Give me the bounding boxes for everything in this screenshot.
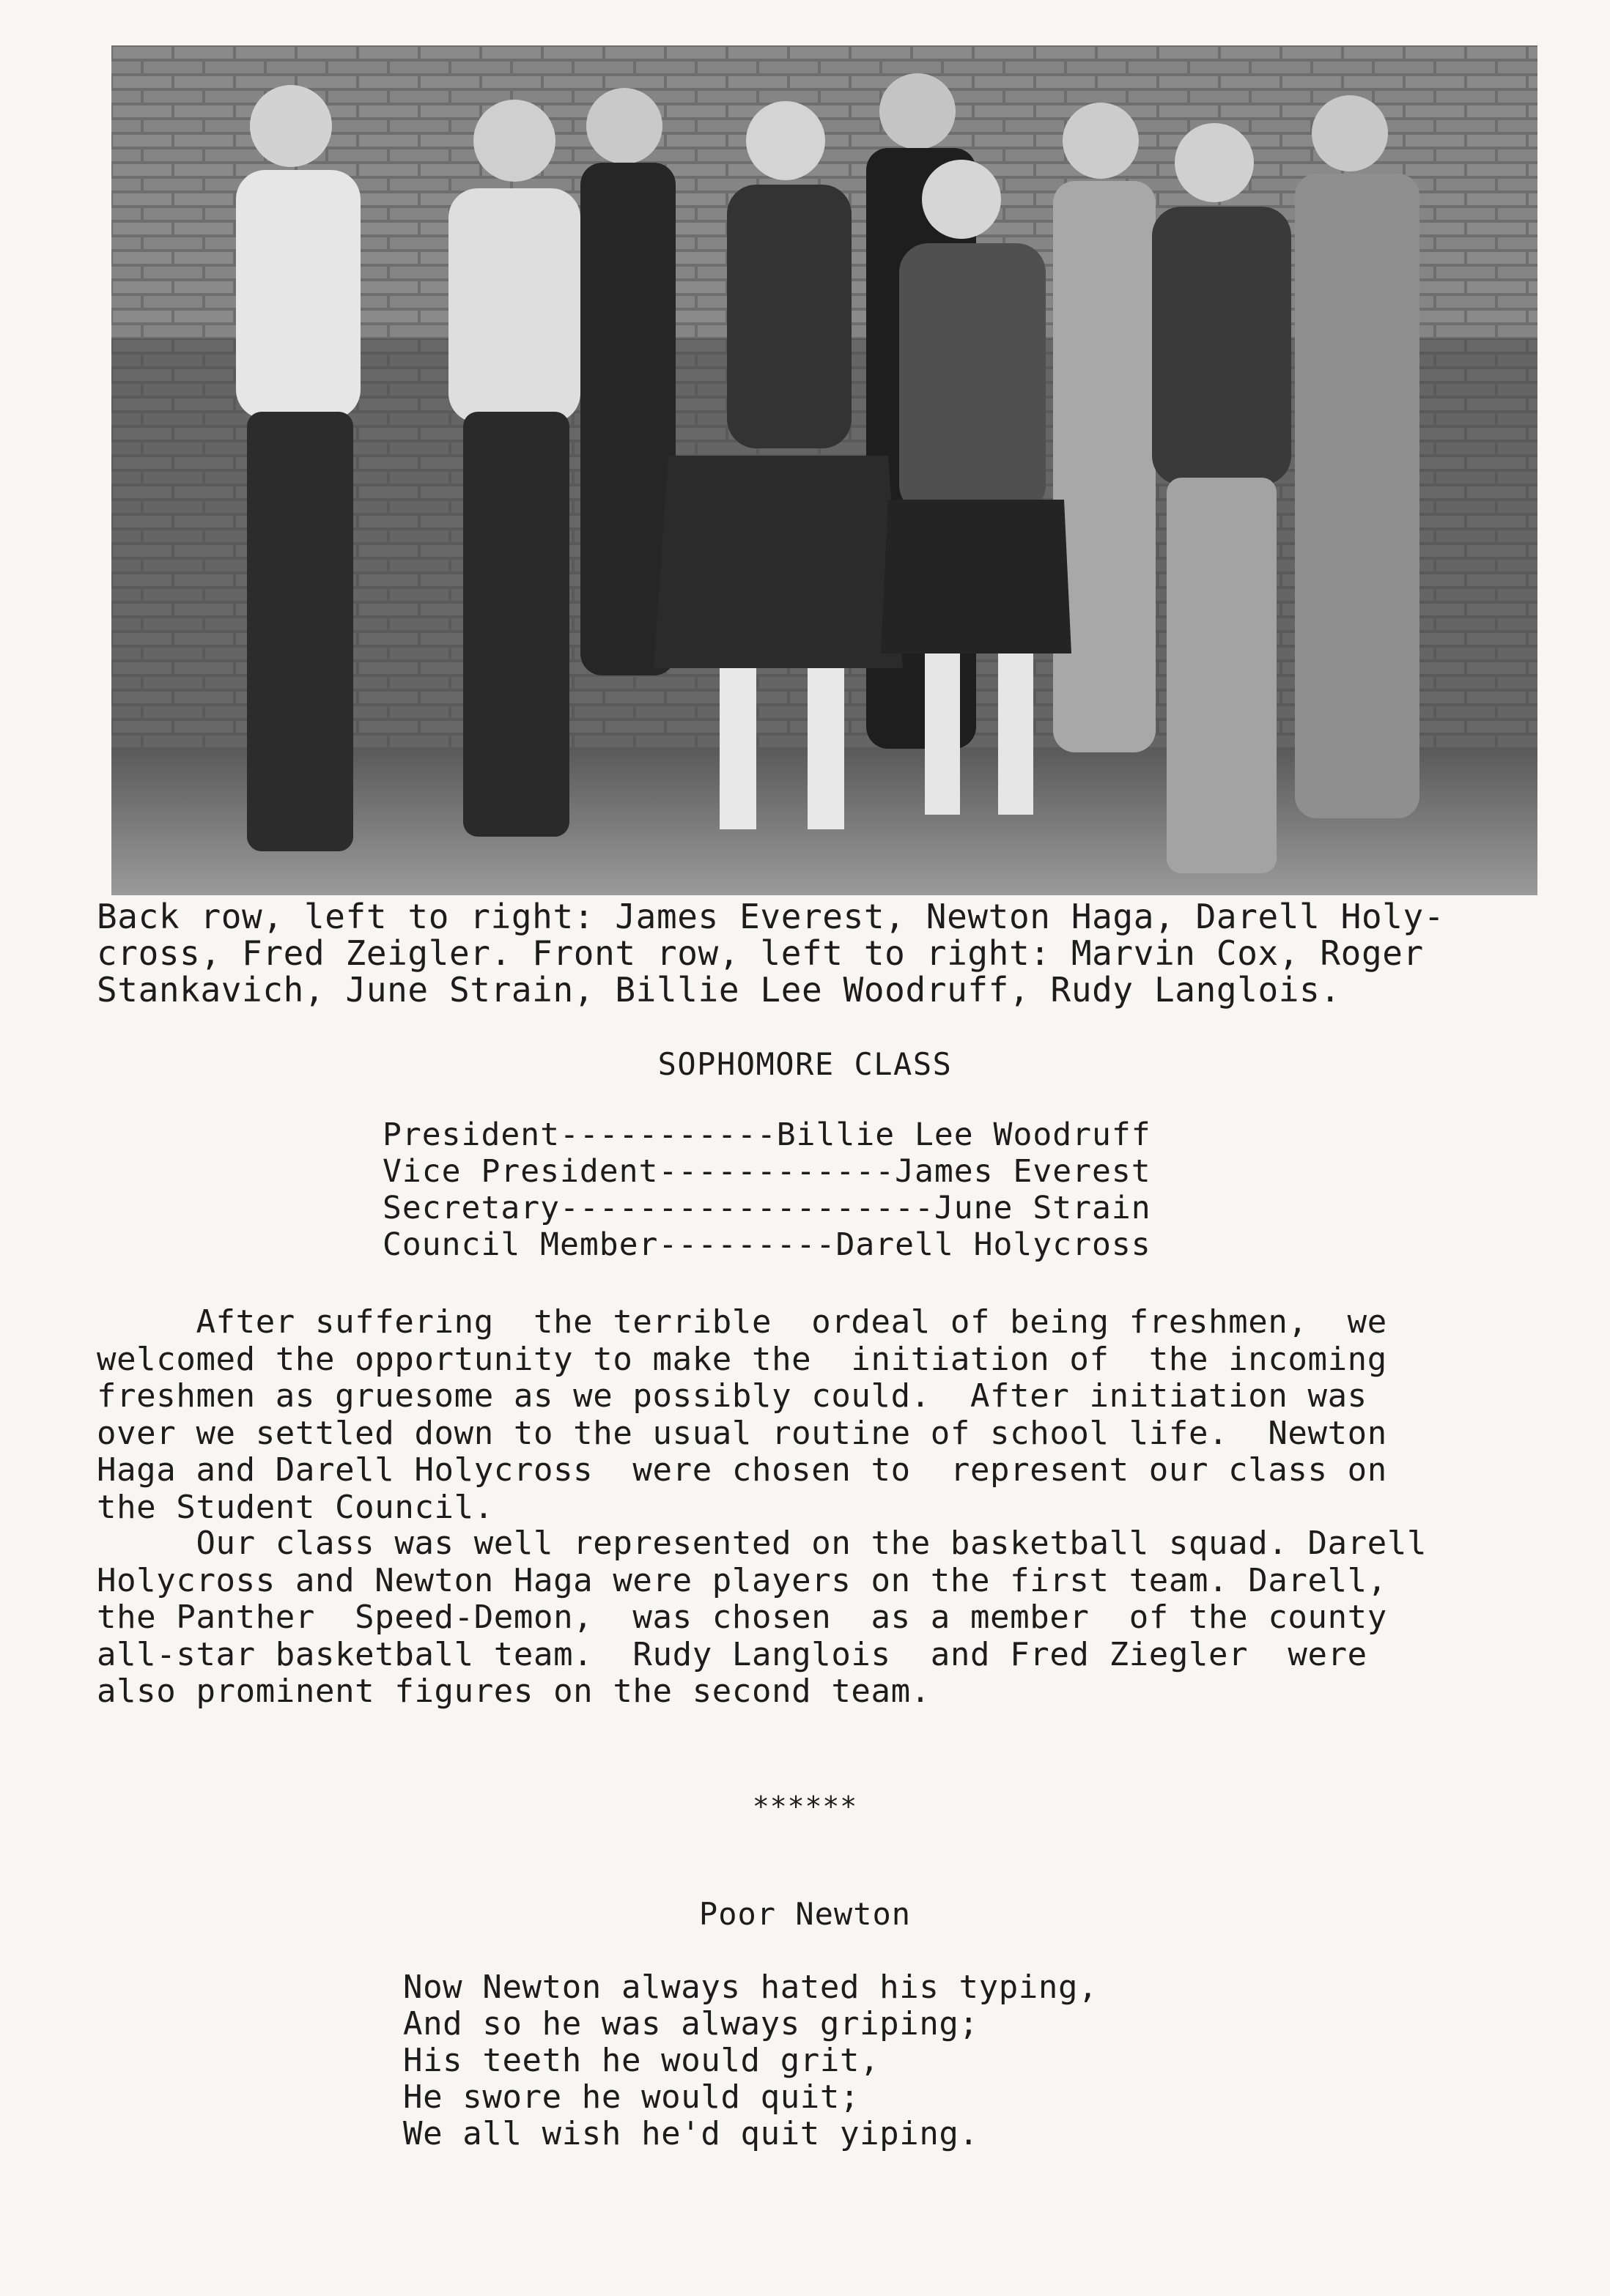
paragraph-line: freshmen as gruesome as we possibly could. After initiation was [97,1377,1367,1415]
caption-line: cross, Fred Zeigler. Front row, left to right: Marvin Cox, Roger [97,933,1424,973]
officer-role: Vice President [383,1153,659,1190]
officer-leader-dashes: ----------- [560,1116,777,1153]
poem-line: He swore he would quit; [403,2078,860,2116]
paragraph-line: Holycross and Newton Haga were players on the first team. Darell, [97,1561,1387,1599]
officer-leader-dashes: ------------------- [560,1190,934,1226]
officer-row [383,1153,1151,1190]
paragraph-line: Haga and Darell Holycross were chosen to represent our class on [97,1451,1387,1489]
section-divider-stars: ****** [752,1790,858,1823]
caption-line: Stankavich, June Strain, Billie Lee Woodruff, Rudy Langlois. [97,970,1341,1010]
poem-title: Poor Newton [698,1896,912,1932]
officer-row [383,1226,1151,1263]
officer-name: June Strain [934,1190,1151,1226]
poem-line: His teeth he would grit, [403,2042,880,2079]
paragraph-line: the Panther Speed-Demon, was chosen as a member of the county [97,1599,1387,1636]
class-photo-illustration [111,45,1537,895]
paragraph-line: welcomed the opportunity to make the initiation of the incoming [97,1340,1387,1378]
poem-line: We all wish he'd quit yiping. [403,2115,979,2152]
officer-name: Billie Lee Woodruff [776,1116,1151,1153]
class-photo [111,45,1537,895]
class-history-paragraph-1 [97,1304,1533,1526]
officer-row [383,1116,1151,1153]
officer-list [383,1116,1151,1263]
paragraph-line: also prominent figures on the second team. [97,1673,931,1710]
officer-name: Darell Holycross [835,1226,1151,1263]
officer-role: Council Member [383,1226,659,1263]
poem-line: And so he was always griping; [403,2005,979,2043]
section-title: SOPHOMORE CLASS [657,1046,953,1082]
poem-line: Now Newton always hated his typing, [403,1969,1098,2006]
officer-leader-dashes: ------------ [658,1153,896,1190]
photo-caption [97,898,1533,1008]
officer-name: James Everest [895,1153,1151,1190]
poem [403,1969,1098,2152]
paragraph-line: After suffering the terrible ordeal of being freshmen, we [97,1303,1387,1341]
officer-row [383,1190,1151,1226]
paragraph-line: Our class was well represented on the basketball squad. Darell [97,1525,1428,1562]
caption-line: Back row, left to right: James Everest, Newton Haga, Darell Holy- [97,897,1445,936]
class-history-paragraph-2 [97,1525,1533,1711]
officer-role: President [383,1116,560,1153]
paragraph-line: over we settled down to the usual routine of school life. Newton [97,1414,1387,1452]
paragraph-line: all-star basketball team. Rudy Langlois and Fred Ziegler were [97,1635,1367,1673]
officer-role: Secretary [383,1190,560,1226]
officer-leader-dashes: --------- [658,1226,836,1263]
paragraph-line: the Student Council. [97,1488,494,1526]
